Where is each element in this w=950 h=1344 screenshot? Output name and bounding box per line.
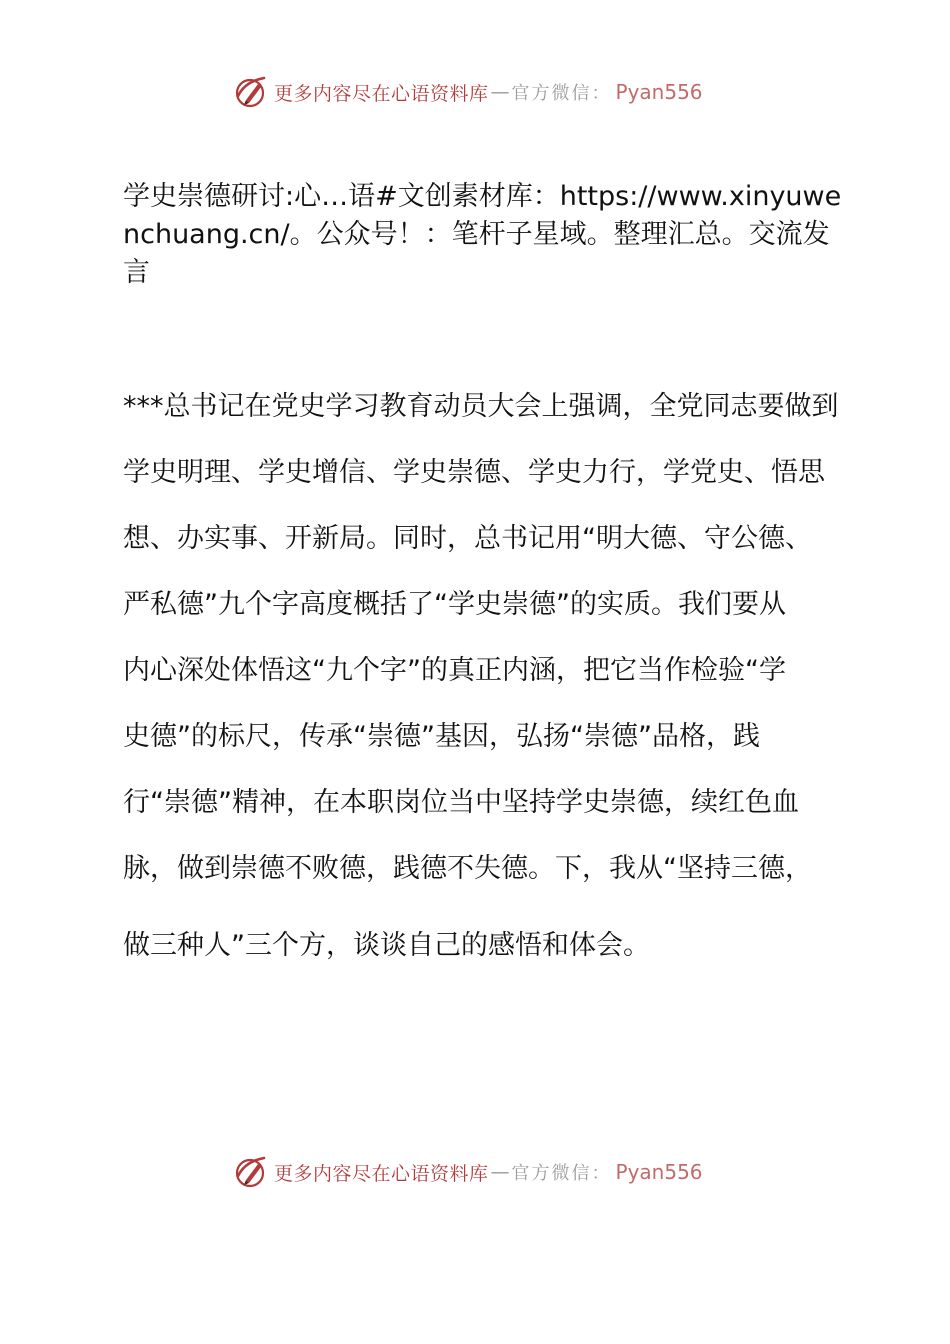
body-line: 史德”的标尺，传承“崇德”基因，弘扬“崇德”品格，践: [123, 721, 760, 752]
footer-banner: [232, 1152, 703, 1192]
body-line: 学史明理、学史增信、学史崇德、学史力行，学党史、悟思: [123, 457, 825, 488]
body-line: 内心深处体悟这“九个字”的真正内涵，把它当作检验“学: [123, 655, 786, 686]
document-title: 学史崇德研讨:心…语#文创素材库：https://www.xinyuwenchuang.cn/。公众号！：笔杆子星域。整理汇总。交流发言: [123, 181, 842, 288]
banner-wechat-label: 官方微信：: [511, 1163, 612, 1184]
banner-dash: —: [490, 81, 510, 103]
pen-logo-icon: [232, 74, 268, 110]
body-line: 行“崇德”精神，在本职岗位当中坚持学史崇德，续红色血: [123, 787, 799, 818]
banner-wechat-id: Pyan556: [615, 80, 703, 104]
header-banner: [232, 72, 703, 112]
body-line: ***总书记在党史学习教育动员大会上强调，全党同志要做到: [123, 391, 839, 422]
body-line: 脉，做到崇德不败德，践德不失德。下，我从“坚持三德，: [123, 853, 812, 884]
banner-slogan: 更多内容尽在心语资料库: [274, 82, 489, 105]
body-line: 严私德”九个字高度概括了“学史崇德”的实质。我们要从: [123, 589, 786, 620]
pen-logo-icon: [232, 1154, 268, 1190]
body-line: 想、办实事、开新局。同时，总书记用“明大德、守公德、: [123, 523, 812, 554]
banner-wechat-id: Pyan556: [615, 1160, 703, 1184]
banner-dash: —: [490, 1161, 510, 1183]
body-line: 做三种人”三个方，谈谈自己的感悟和体会。: [123, 930, 650, 961]
banner-slogan: 更多内容尽在心语资料库: [274, 1162, 489, 1185]
banner-wechat-label: 官方微信：: [511, 83, 612, 104]
